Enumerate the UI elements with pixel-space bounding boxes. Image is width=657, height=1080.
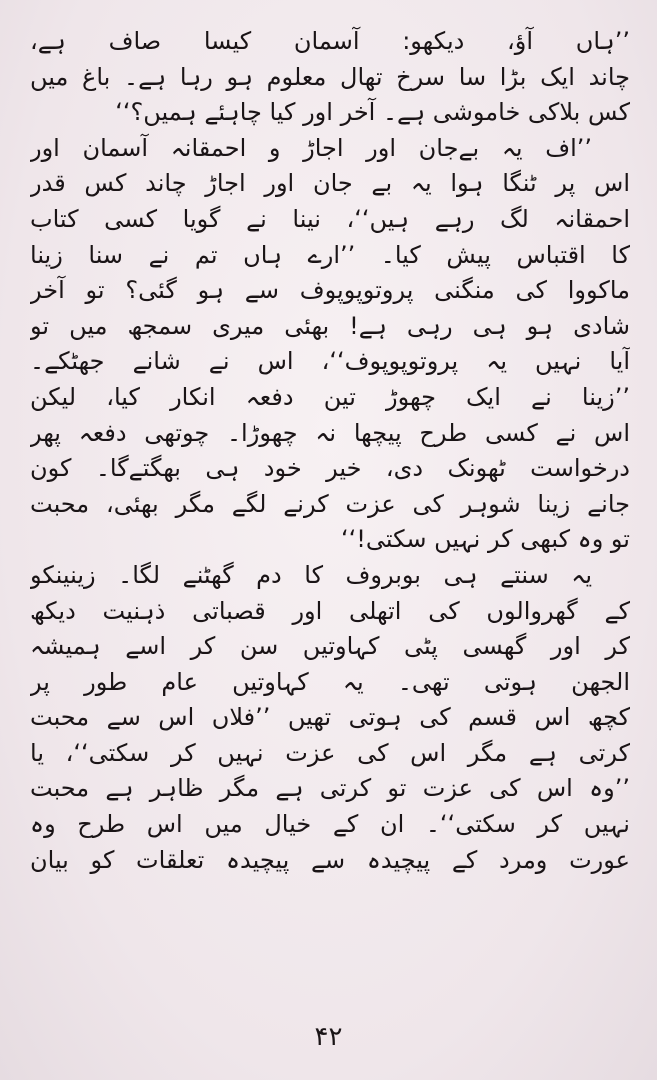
body-text [30, 24, 630, 878]
text-line: عورت ومرد کے پیچیدہ سے پیچیدہ تعلقات کو بیان [30, 845, 630, 874]
text-line: درخواست ٹھونک دی، خیر خود ہی بھگتےگا۔ کون [30, 454, 630, 483]
text-line: اس نے کسی طرح پیچھا نہ چھوڑا۔ چوتھی دفعہ پھر [30, 418, 630, 447]
text-line: کرتی ہے مگر اس کی عزت نہیں کر سکتی‘‘، یا [30, 738, 630, 767]
text-line: آیا نہیں یہ پروتوپوپوف‘‘، اس نے شانے جھٹکے۔ [30, 347, 630, 376]
text-line: ’’ہاں آؤ، دیکھو: آسمان کیسا صاف ہے، [30, 27, 630, 55]
text-line: چاند ایک بڑا سا سرخ تھال معلوم ہو رہا ہے۔ باغ میں [30, 62, 630, 91]
text-line: نہیں کر سکتی‘‘۔ ان کے خیال میں اس طرح وہ [30, 810, 630, 839]
page-number: ۴۲ [314, 1022, 343, 1052]
text-line: اس پر ٹنگا ہوا یہ بے جان اور اجاڑ چاند کس قدر [30, 169, 630, 198]
text-line: ’’وہ اس کی عزت تو کرتی ہے مگر ظاہر ہے محبت [30, 774, 630, 803]
text-line: کچھ اس قسم کی ہوتی تھیں ’’فلاں اس سے محبت [30, 703, 630, 732]
text-line: احمقانہ لگ رہے ہیں‘‘، نینا نے گویا کسی کتاب [30, 204, 630, 233]
text-line: ’’زینا نے ایک چھوڑ تین دفعہ انکار کیا، لیکن [30, 382, 630, 411]
text-line: شادی ہو ہی رہی ہے! بھئی میری سمجھ میں تو [30, 311, 630, 340]
text-line: ماکووا کی منگنی پروتوپوپوف سے ہو گئی؟ تو آخر [30, 276, 630, 305]
text-line: تو وہ کبھی کر نہیں سکتی!‘‘ [340, 525, 630, 554]
text-line: الجھن ہوتی تھی۔ یہ کہاوتیں عام طور پر [30, 667, 630, 696]
text-line: یہ سنتے ہی بوبروف کا دم گھٹنے لگا۔ زینینکو [30, 560, 592, 589]
text-line: جانے زینا شوہر کی عزت کرنے لگے مگر بھئی، محبت [30, 489, 630, 518]
text-line: کے گھروالوں کی اتھلی اور قصباتی ذہنیت دیکھ [30, 596, 630, 625]
text-line: کا اقتباس پیش کیا۔ ’’ارے ہاں تم نے سنا زینا [30, 240, 630, 269]
text-line: کر اور گھسی پٹی کہاوتیں سن کر اسے ہمیشہ [30, 632, 630, 661]
text-line: کس بلاکی خاموشی ہے۔ آخر اور کیا چاہئے ہمیں؟‘‘ [115, 98, 630, 127]
text-line: ’’اف یہ بےجان اور اجاڑ و احمقانہ آسمان اور [30, 133, 592, 162]
